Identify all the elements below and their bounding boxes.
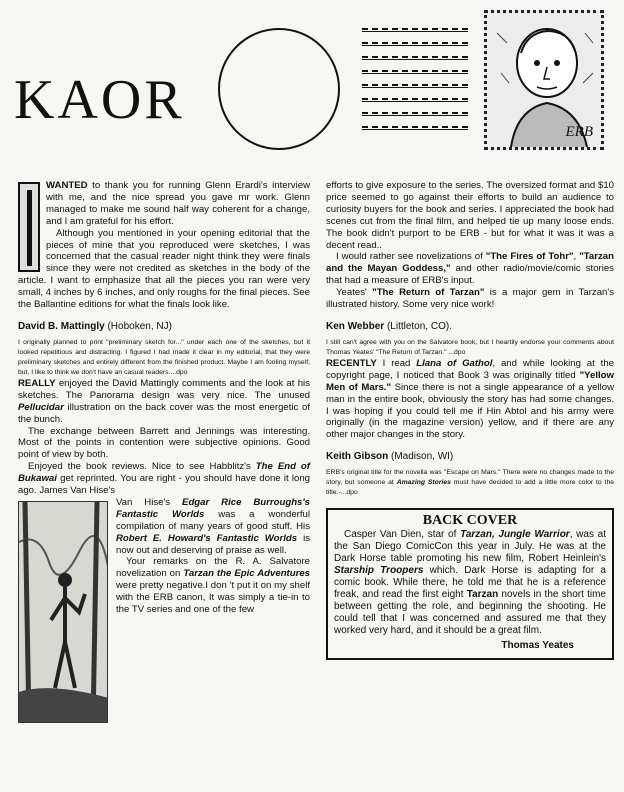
letter-2-paragraph-2: The exchange between Barrett and Jennings was interesting. Most of the points in contention were subjective opinions. Good point of view by both. <box>18 425 310 461</box>
letter-2-paragraph-6: Yeates' "The Return of Tarzan" is a major gem in Tarzan's illustrated history. Some very nice work! <box>326 287 614 311</box>
letter-2-signature: Ken Webber (Littleton, CO). <box>326 320 452 332</box>
letter-2-paragraph-1: REALLY enjoyed the David Mattingly comments and the look at his sketches. The Panorama design was very nice. The unused Pellucidar illustration on the back cover was the most energetic of the bunch. <box>18 377 310 425</box>
erb-portrait-stamp <box>484 10 604 150</box>
letter-1-paragraph-1: WANTED to thank you for running Glenn Erardi's interview with me, and the nice spread you gave mr work. Glenn managed to make me sound half way coherent for a change, and I am grateful for his effort. <box>46 180 310 227</box>
letter-1-paragraph-2: Although you mentioned in your opening editorial that the pieces of mine that you reproduced were sketches, I was concerned that the casual reader night think they were finals since they were not credited as sketches in the body of the article. I want to emphasize that all the pieces you ran were very small, 4 inches by 6 inches, and only roughs for the final pieces. See the Ballantine editions for what the finals look like. <box>18 227 310 311</box>
letter-3-signature: Keith Gibson (Madison, WI) <box>326 451 454 463</box>
letter-2-paragraph-3-continued: Van Hise's Edgar Rice Burroughs's Fantastic Worlds was a wonderful compilation of many years of good stuff. His Robert E. Howard's Fantastic Worlds is now out and deserving of praise as well. <box>116 496 311 556</box>
postmark-cancel-lines <box>362 28 468 148</box>
letter-2-paragraph-5: I would rather see novelizations of "The Fires of Tohr", "Tarzan and the Mayan Goddess," and other radio/movie/comic stories that had a measure of ERB's input. <box>326 251 614 287</box>
letter-2-paragraph-4-continued: efforts to give exposure to the series. The oversized format and $10 price seemed to go against their efforts to build an audience to curiosity buyers for the book and series. I appreciated the book had scenes cut from the final film, and helped tie up many loose ends. The book didn't purport to be ERB - but for what it was it was a decent read.. <box>326 180 614 251</box>
letter-2-editor-reply: I still can't agree with you on the Salvatore book, but I heartily endorse your comments about Thomas Yeates' "The Return of Tarzan." ...dpo <box>326 338 614 356</box>
letter-3-paragraph-1: RECENTLY I read Llana of Gathol, and while looking at the copyright page, I noticed that Book 3 was originally titled "Yellow Men of Mars." Since there is not a single appearance of a yellow man in the entire book, obviously the story has had some changes. I was hoping if you could tell me if Hin Abtol and his army were originally (in the magazine version) yellow, and if there are any other major changes in the story. <box>326 357 615 441</box>
left-column <box>18 180 310 725</box>
right-column <box>326 180 614 660</box>
tarzan-illustration <box>18 501 108 723</box>
back-cover-text: Casper Van Dien, star of Tarzan, Jungle Warrior, was at the San Diego ComicCon this year in July. He was at the Dark Horse table promoting his new film, Robert Heinlein's Starship Troopers which. Dark Horse is adapting for a comic book. While there, he told me that he is a reference freak, and read the first eight Tarzan novels in the short time between getting the role, and beginning the shooting. He could tell that I was concerned and assured me that they worked very hard, and it should be a great film. <box>334 529 606 637</box>
letter-1-signature: David B. Mattingly (Hoboken, NJ) <box>18 320 172 332</box>
letter-2-paragraph-4: Your remarks on the R. A. Salvatore novelization on Tarzan the Epic Adventures were pretty negative.I don 't put it on my shelf with the ERB canon, It was simply a tie-in to the TV series and one of the few <box>116 556 311 616</box>
letter-2-paragraph-3: Enjoyed the book reviews. Nice to see Habblitz's The End of Bukawai get reprinted. You are right - you should have done it long ago. James Van Hise's <box>18 461 310 497</box>
back-cover-title: BACK COVER <box>422 513 518 529</box>
stamp-monogram: ERB <box>565 124 593 140</box>
postmark-circle <box>218 28 340 150</box>
page-title: KAOR <box>14 69 185 131</box>
back-cover-box <box>326 508 614 660</box>
letter-3-editor-reply: ERB's original title for the novella was "Escape on Mars." There were no changes made to the story, but someone at Amazing Stories must have decided to add a little more color to the title.-...dpo <box>326 469 615 497</box>
back-cover-signature: Thomas Yeates <box>501 640 574 652</box>
letter-1-editor-reply: I originally planned to print "preliminary sketch for..." under each one of the sketches, but it looked repetitious and distracting. I figured I had made it clear in my editorial, that they were preliminary sketches and entirely different from the finished product. Maybe I am fooling myself, but, I like to think we don't have an casual readers....dpo <box>18 338 310 376</box>
drop-cap-i <box>18 182 40 272</box>
